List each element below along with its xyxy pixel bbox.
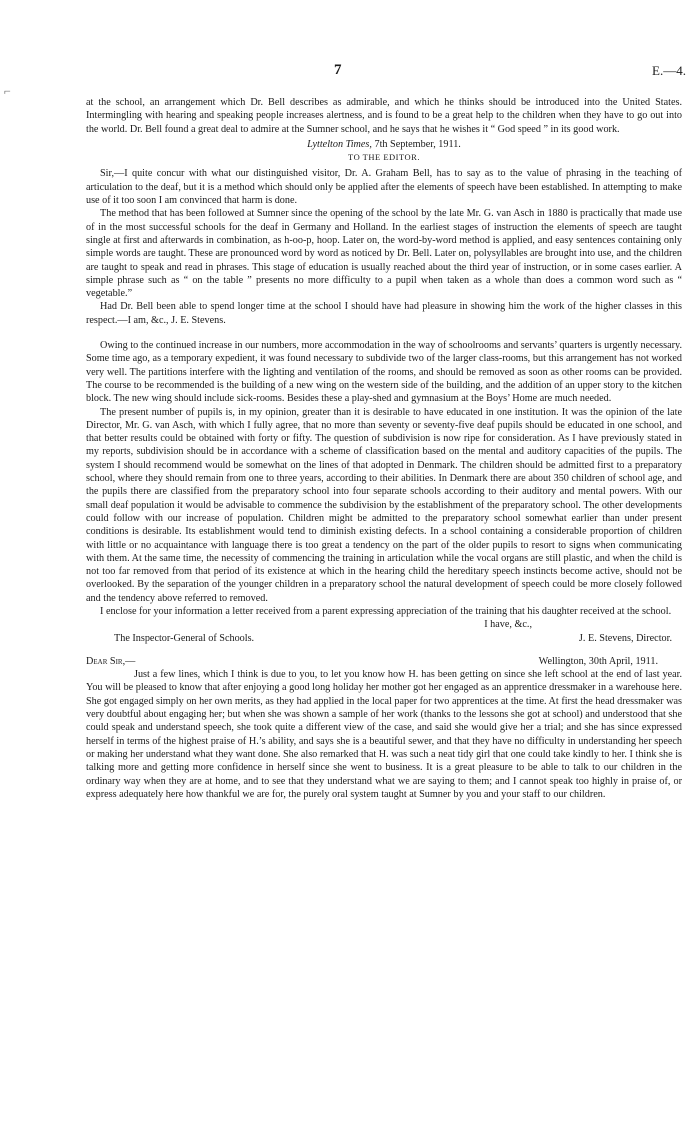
signature: J. E. Stevens, Director. xyxy=(578,632,672,644)
paragraph-8: Just a few lines, which I think is due to you, to let you know how H. has been getting on since she left school at the end of last year. You will be pleased to know that after enjoying a good long holiday her mother got her engaged as an apprentice dressmaker in a warehouse here. She got engaged simply on her own merits, as they had applied in the local paper for two apprentices at the time. At first the head dressmaker was very doubtful about engaging her; but when she was shown a sample of her work (thanks to the lessons she got at school) and understood that she could speak and understand speech, she took quite a different view of the case, and said she would give her a trial; and she has since expressed herself in terms of the highest praise of H.’s ability, and says she is a beautiful sewer, and that they have no difficulty in understanding her speech or making her understand what they want done. She also remarked that H. was such a neat tidy girl that one could take kindly to her. I think she is talking more and getting more confidence in herself since she went to business. It is a great pleasure to be able to talk to our children in the ordinary way when they are at home, and to see that they understand what we are saying to them; and I cannot speak too highly in praise of, or express adequately here how thankful we are for, the purely oral system taught at Sumner by you and your staff to our children. xyxy=(86,669,682,800)
paragraph-4: Had Dr. Bell been able to spend longer time at the school I should have had pleasure in showing him the work of the higher classes in this respect.—I am, &c., J. E. Stevens. xyxy=(86,301,682,326)
paragraph-5: Owing to the continued increase in our numbers, more accommodation in the way of schoolrooms and servants’ quarters is urgently necessary. Some time ago, as a temporary expedient, it was found necessary to subdivide two of the larger class-rooms, but this arrangement has not worked very well. The partitions interfere with the lighting and ventilation of the rooms, and should be removed as soon as other rooms can be provided. The course to be recommended is the building of a new wing on the western side of the building, and the addition of an upper story to the kitchen block. The new wing should include sick-rooms. Besides these a play-shed and gymnasium at the Boys’ Home are much needed. xyxy=(86,340,682,405)
page-content xyxy=(86,96,682,801)
page-reference: E.—4. xyxy=(652,63,686,78)
source-date: 7th September, 1911. xyxy=(371,138,461,150)
paragraph-3: The method that has been followed at Sumner since the opening of the school by the late Mr. G. van Asch in 1880 is practically that made use of in the most successful schools for the deaf in Germany and Holland. In the earliest stages of instruction the elements of speech are taught single at first and afterwards in combination, as h-oo-p, hoop. Later on, the word-by-word method is applied, and easy sentences containing only simple words are taught. These are pronounced word by word as noticed by Dr. Bell. Later on, polysyllables are brought into use, and the children are taught to speak and read in phrases. This stage of education is usually reached about the third year of instruction, or in some cases earlier. A simple phrase such as “ on the table ” presents no more difficulty to a pupil when taken as a whole than does a common word such as “ vegetable.” xyxy=(86,208,682,300)
source-name: Lyttelton Times, xyxy=(307,138,372,150)
letter-salutation: Dear Sir,— xyxy=(86,655,136,667)
page-header xyxy=(86,62,686,84)
paragraph-1: at the school, an arrangement which Dr. Bell describes as admirable, and which he thinks should be introduced into the United States. Intermingling with hearing and speaking people increases alertness, and is found to be a great help to the children when they have to go out into the world. Dr. Bell found a great deal to admire at the Sumner school, and he says that he wishes it “ God speed ” in its good work. xyxy=(86,97,682,135)
to-editor-heading: TO THE EDITOR. xyxy=(348,152,420,163)
paragraph-6: The present number of pupils is, in my opinion, greater than it is desirable to have educated in one institution. It was the opinion of the late Director, Mr. G. van Asch, with which I fully agree, that no more than seventy or seventy-five deaf pupils should be educated in one school, and that better results could be obtained with forty or fifty. The question of subdivision is now ripe for consideration. As I have previously stated in my reports, subdivision should be in accordance with a scheme of classification based on the mental and auditory capacities of the pupils. The system I should recommend would be somewhat on the lines of that adopted in Denmark. The children should be admitted first to a preparatory school, where they should remain from one to three years, according to their abilities. In Denmark there are about 350 children of school age, and the pupils there are classified from the preparatory school into four separate schools according to their auditory and mental powers. With our small deaf population it would be advisable to commence the subdivision by the establishment of the preparatory school. The other developments could follow with our increase of population. Children might be admitted to the preparatory school somewhat earlier than under present conditions is desirable. Its establishment would tend to diminish existing defects. In a school containing a considerable proportion of children with little or no acquaintance with language there is too great a tendency on the part of the older pupils to resort to signs when communicating with them. At the same time, the necessity of commencing the training in articulation while the vocal organs are still plastic, and when the child is not too far removed from that period of its existence at which in the hearing child the hereditary speech instincts become active, should not be overlooked. By the separation of the younger children in a preparatory school the natural development of speech could be more closely followed and the tendency above referred to removed. xyxy=(86,406,682,604)
paragraph-2: Sir,—I quite concur with what our distinguished visitor, Dr. A. Graham Bell, has to say as to the value of phrasing in the teaching of articulation to the deaf, but it is a method which should only be applied after the elements of speech have been established. In attempting to make use of it too soon I am convinced that harm is done. xyxy=(86,168,682,207)
section-gap xyxy=(86,327,682,339)
paragraph-7: I enclose for your information a letter received from a parent expressing appreciation of the training that his daughter received at the school. xyxy=(100,605,672,617)
addressee-row xyxy=(86,632,682,645)
section-gap xyxy=(86,645,682,651)
letter-place-date: Wellington, 30th April, 1911. xyxy=(538,655,658,667)
source-citation xyxy=(86,138,682,151)
page-number: 7 xyxy=(334,62,342,78)
addressee: The Inspector-General of Schools. xyxy=(114,632,255,644)
letter-header xyxy=(86,655,682,668)
margin-mark: ⌐ xyxy=(4,84,11,98)
closing-right: I have, &c., xyxy=(484,619,532,631)
closing-row xyxy=(86,618,682,631)
